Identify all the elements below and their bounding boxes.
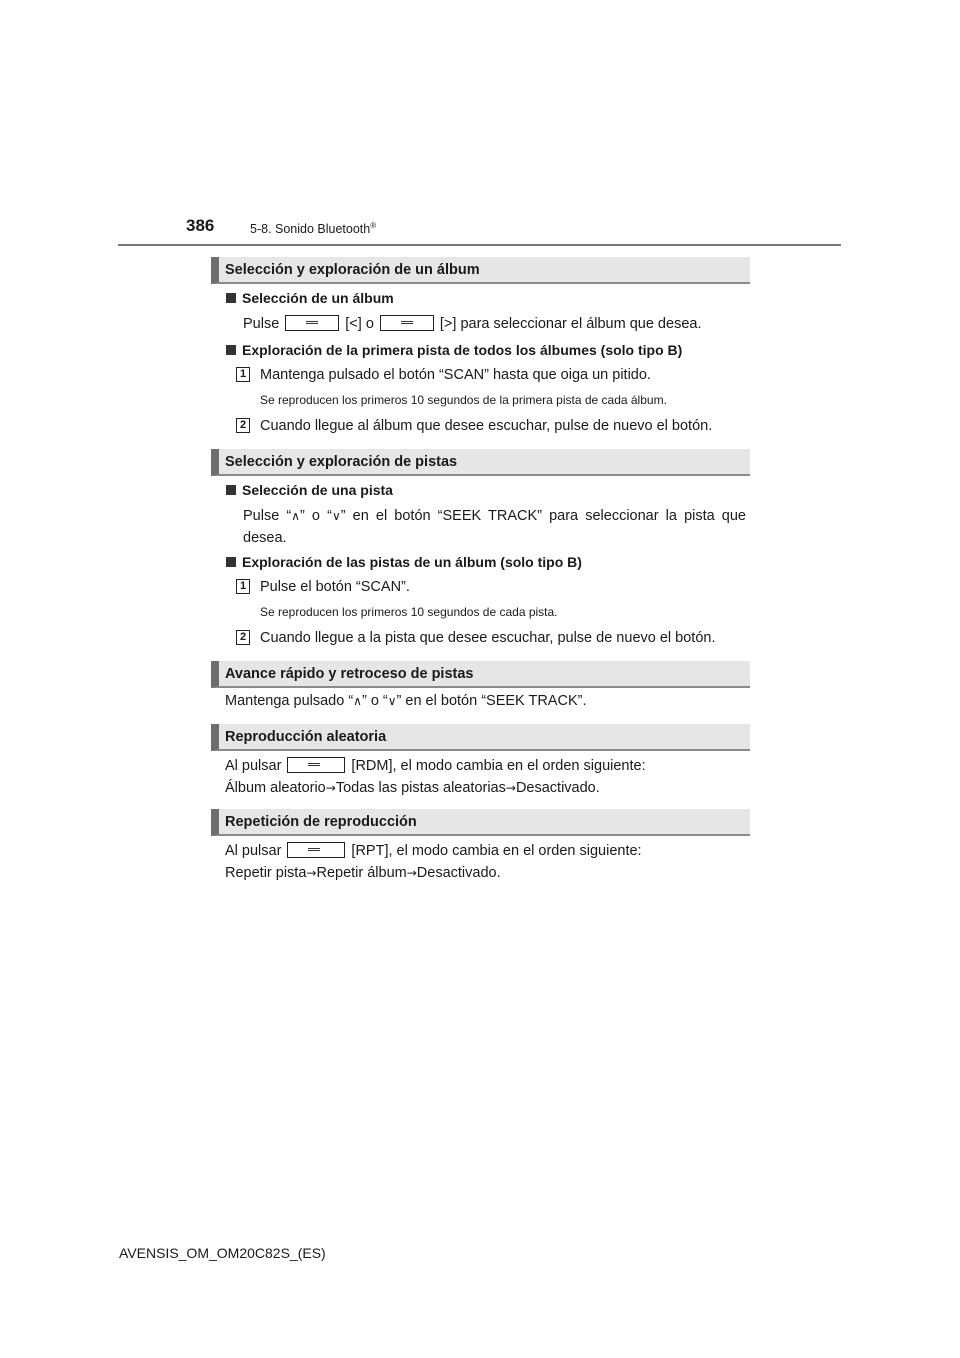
- text-fragment: Al pulsar: [225, 843, 282, 859]
- text-fragment: Al pulsar: [225, 758, 282, 774]
- running-head-text: 5-8. Sonido Bluetooth: [250, 222, 371, 237]
- caret-down-icon: ∨: [387, 694, 397, 708]
- text-fragment: [RPT], el modo cambia en el orden siguiente:: [351, 843, 642, 859]
- subheading-text: Exploración de las pistas de un álbum (solo tipo B): [242, 554, 582, 570]
- section-heading-random: Reproducción aleatoria: [211, 724, 750, 751]
- track-select-instruction: [243, 505, 746, 549]
- text-fragment: Repetir pista: [225, 865, 307, 881]
- repeat-line-2: [225, 862, 642, 884]
- subheading-text: Selección de una pista: [242, 482, 393, 498]
- text-fragment: ” en el botón “SEEK TRACK” para seleccionar la pista que: [340, 508, 746, 524]
- text-fragment: [<] o: [345, 316, 374, 332]
- text-fragment: ” o “: [300, 508, 332, 524]
- text-fragment: Repetir álbum: [316, 865, 407, 881]
- track-step-1-note: Se reproducen los primeros 10 segundos de cada pista.: [260, 605, 558, 619]
- arrow-right-icon: →: [325, 781, 336, 795]
- section-heading-repeat: Repetición de reproducción: [211, 809, 750, 836]
- step-number-1: 1: [236, 367, 250, 382]
- random-instruction: [225, 755, 646, 799]
- button-icon: [285, 315, 339, 331]
- instruction-line-1: [243, 505, 746, 527]
- arrow-right-icon: →: [505, 781, 516, 795]
- step-number-2: 2: [236, 418, 250, 433]
- ffrew-instruction: [225, 690, 586, 712]
- document-code: AVENSIS_OM_OM20C82S_(ES): [119, 1245, 326, 1261]
- running-head: [250, 221, 376, 236]
- repeat-line-1: [225, 840, 642, 862]
- registered-mark: ®: [370, 221, 377, 230]
- album-step-2-text: Cuando llegue al álbum que desee escuchar, pulse de nuevo el botón.: [260, 418, 713, 434]
- subheading-text: Selección de un álbum: [242, 290, 394, 306]
- caret-down-icon: ∨: [331, 509, 341, 523]
- section-heading-ffrew: Avance rápido y retroceso de pistas: [211, 661, 750, 688]
- subheading-album-scan: [226, 342, 682, 358]
- repeat-instruction: [225, 840, 642, 884]
- text-fragment: Desactivado.: [515, 780, 600, 796]
- text-fragment: [RDM], el modo cambia en el orden siguiente:: [351, 758, 646, 774]
- text-fragment: Pulse “: [243, 508, 292, 524]
- instruction-line-2: desea.: [243, 530, 287, 546]
- subheading-track-select: [226, 482, 393, 498]
- text-fragment: ” o “: [361, 693, 388, 709]
- subheading-text: Exploración de la primera pista de todos los álbumes (solo tipo B): [242, 342, 683, 358]
- section-heading-tracks: Selección y exploración de pistas: [211, 449, 750, 476]
- album-step-1-text: Mantenga pulsado el botón “SCAN” hasta que oiga un pitido.: [260, 367, 651, 383]
- text-fragment: Desactivado.: [416, 865, 501, 881]
- page-number: 386: [186, 216, 215, 235]
- track-step-1-text: Pulse el botón “SCAN”.: [260, 579, 410, 595]
- square-bullet-icon: [226, 293, 236, 303]
- text-fragment: ” en el botón “SEEK TRACK”.: [396, 693, 587, 709]
- section-heading-album: Selección y exploración de un álbum: [211, 257, 750, 284]
- text-fragment: Mantenga pulsado “: [225, 693, 354, 709]
- step-number-2: 2: [236, 630, 250, 645]
- button-icon: [287, 757, 345, 773]
- header-rule: [118, 244, 841, 246]
- square-bullet-icon: [226, 485, 236, 495]
- caret-up-icon: ∧: [291, 509, 300, 523]
- square-bullet-icon: [226, 345, 236, 355]
- arrow-right-icon: →: [306, 866, 317, 880]
- text-fragment: [>] para seleccionar el álbum que desea.: [439, 316, 702, 332]
- subheading-track-scan: [226, 554, 582, 570]
- square-bullet-icon: [226, 557, 236, 567]
- text-fragment: Pulse: [243, 316, 280, 332]
- track-step-2-text: Cuando llegue a la pista que desee escuchar, pulse de nuevo el botón.: [260, 630, 716, 646]
- button-icon: [287, 842, 345, 858]
- button-icon: [380, 315, 434, 331]
- arrow-right-icon: →: [406, 866, 417, 880]
- random-line-1: [225, 755, 646, 777]
- caret-up-icon: ∧: [353, 694, 362, 708]
- step-number-1: 1: [236, 579, 250, 594]
- album-step-1-note: Se reproducen los primeros 10 segundos de la primera pista de cada álbum.: [260, 393, 667, 407]
- album-select-instruction: [243, 313, 701, 335]
- text-fragment: Álbum aleatorio: [225, 780, 326, 796]
- random-line-2: [225, 777, 646, 799]
- subheading-album-select: [226, 290, 394, 306]
- text-fragment: Todas las pistas aleatorias: [335, 780, 506, 796]
